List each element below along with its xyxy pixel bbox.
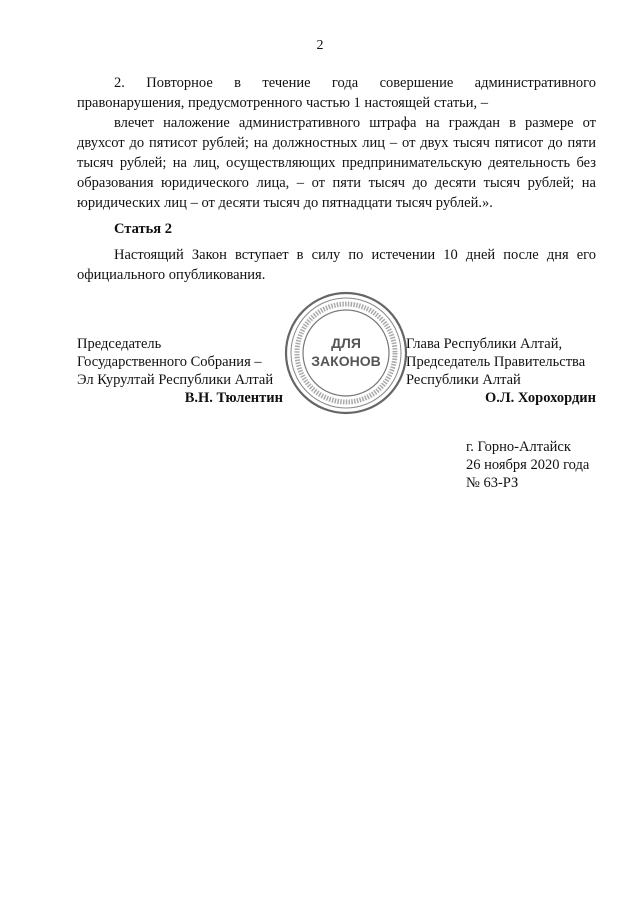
seal-stamp <box>283 290 409 416</box>
signature-left <box>77 335 283 407</box>
sig-right-title-1: Глава Республики Алтай, <box>406 336 563 352</box>
document-body <box>77 73 596 285</box>
stamp-word-2: ЗАКОНОВ <box>311 353 381 369</box>
paragraph-effective-date: Настоящий Закон вступает в силу по истечении 10 дней после дня его официального опубликования. <box>77 247 596 283</box>
law-number: № 63-РЗ <box>466 475 519 491</box>
paragraph-repeat-offense: 2. Повторное в течение года совершение административного правонарушения, предусмотренного частью 1 настоящей статьи, – <box>77 75 596 111</box>
sig-right-title-2: Председатель Правительства <box>406 354 586 370</box>
date: 26 ноября 2020 года <box>466 457 590 473</box>
sig-left-title-3: Эл Курултай Республики Алтай <box>77 372 274 388</box>
sig-right-title-3: Республики Алтай <box>406 372 521 388</box>
place-date-number <box>466 438 589 492</box>
city: г. Горно-Алтайск <box>466 439 571 455</box>
paragraph-penalty: влечет наложение административного штрафа на граждан в размере от двухсот до пятисот рублей; на должностных лиц – от двух тысяч пятисот до пяти тысяч рублей; на лиц, осуществляющих предпринимательскую деятельность без образования юридического лица, – от пяти тысяч до десяти тысяч рублей; на юридических лиц – от десяти тысяч до пятнадцати тысяч рублей.». <box>77 115 596 211</box>
signature-right <box>406 335 596 407</box>
sig-left-title-1: Председатель <box>77 336 162 352</box>
sig-right-name: О.Л. Хорохордин <box>484 390 596 406</box>
sig-left-title-2: Государственного Собрания – <box>77 354 262 370</box>
stamp-word-1: ДЛЯ <box>331 335 361 351</box>
sig-left-name: В.Н. Тюлентин <box>184 390 283 406</box>
article-heading: Статья 2 <box>114 221 172 237</box>
page-number: 2 <box>316 38 324 53</box>
